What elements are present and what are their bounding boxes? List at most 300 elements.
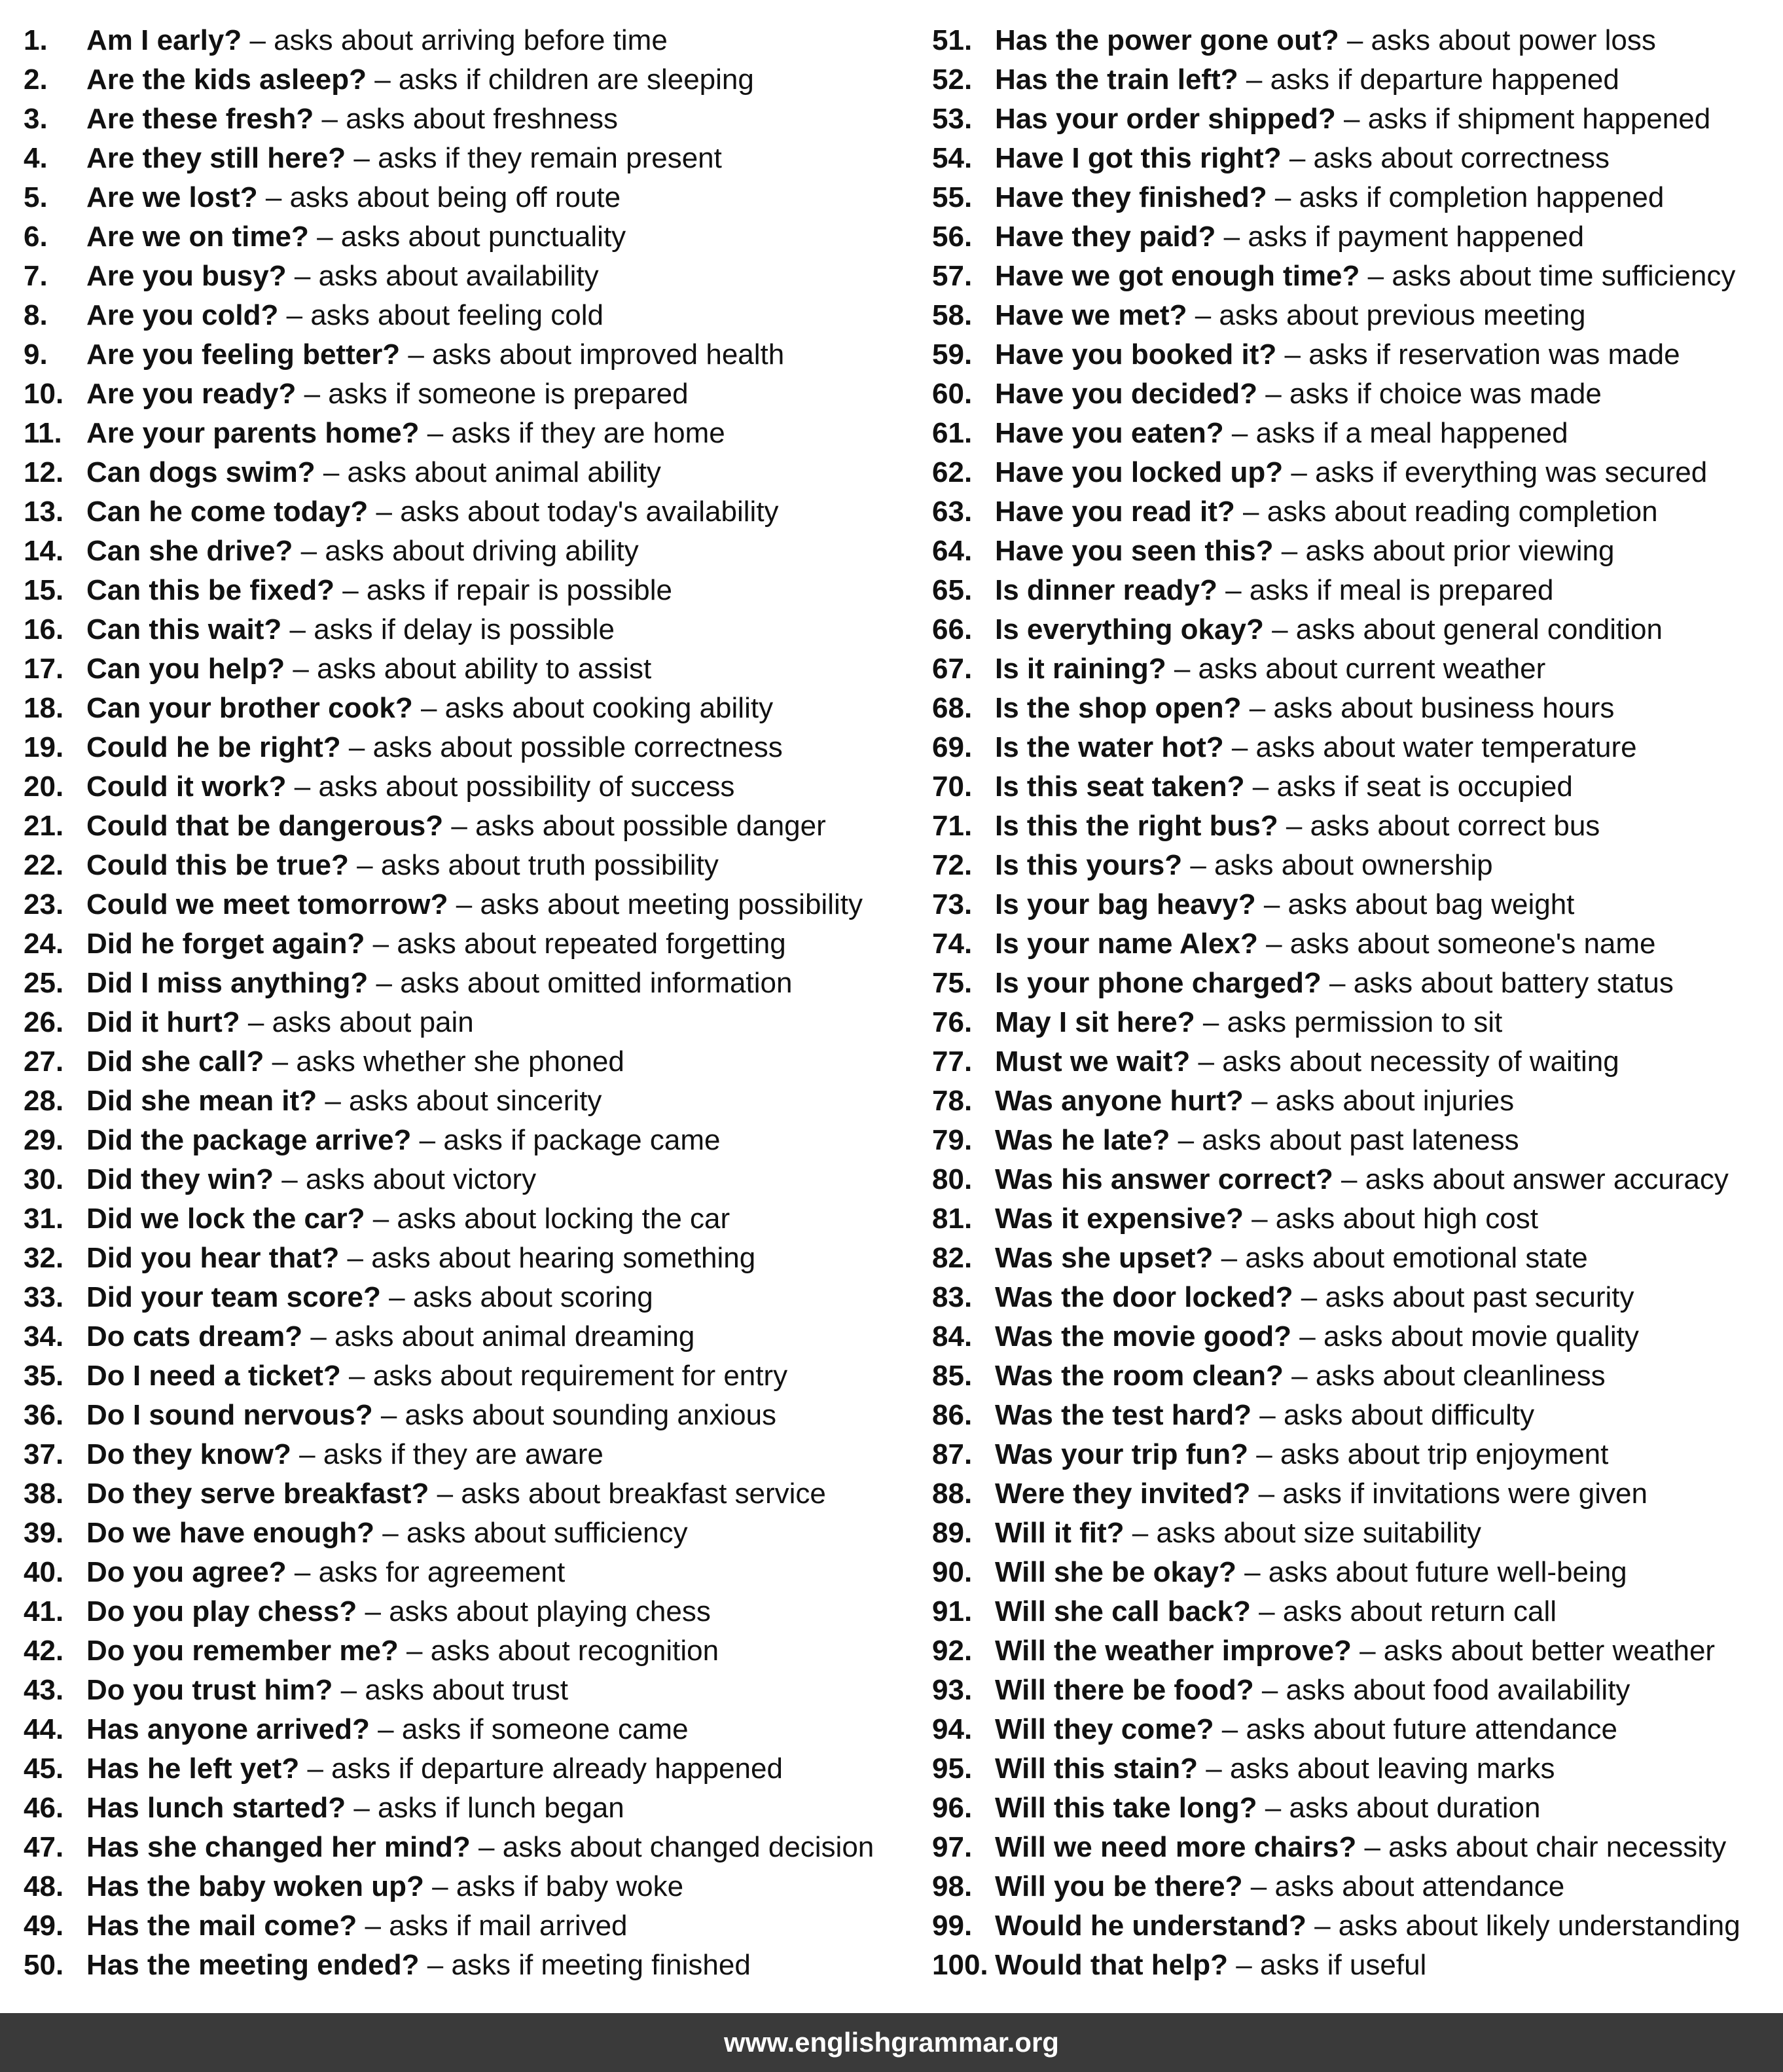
item-number: 80. [932,1163,973,1195]
question-description: asks about previous meeting [1219,299,1586,331]
question-description: asks about punctuality [340,221,626,253]
dash-separator: – [478,1831,495,1863]
list-item [24,414,920,453]
question-text: Can dogs swim? [86,456,315,488]
dash-separator: – [1265,378,1282,410]
list-item [932,296,1776,335]
question-description: asks if everything was secured [1315,456,1708,488]
question-text: Can you help? [86,653,285,685]
list-item [932,1278,1776,1317]
question-description: asks about animal ability [347,456,661,488]
question-text: Was the door locked? [995,1281,1293,1313]
list-item [24,1631,920,1671]
item-number: 74. [932,928,973,960]
question-description: asks if children are sleeping [398,64,754,96]
list-item [932,1435,1776,1474]
item-number: 19. [24,731,64,763]
question-text: Has the meeting ended? [86,1949,420,1981]
dash-separator: – [408,338,424,371]
question-description: asks about current weather [1198,653,1546,685]
footer-bar [0,2013,1783,2072]
dash-separator: – [1272,613,1288,645]
question-text: Is the water hot? [995,731,1224,763]
question-description: asks about duration [1289,1792,1541,1824]
dash-separator: – [432,1870,448,1902]
question-text: Is your bag heavy? [995,888,1256,920]
question-description: asks about answer accuracy [1365,1163,1729,1195]
dash-separator: – [1243,496,1259,528]
item-number: 39. [24,1517,64,1549]
question-text: Will this stain? [995,1753,1198,1785]
dash-separator: – [1281,535,1298,567]
list-item [24,1474,920,1514]
question-description: asks about movie quality [1324,1320,1639,1353]
question-text: Would he understand? [995,1910,1306,1942]
list-item [932,1199,1776,1239]
question-text: Is your phone charged? [995,967,1322,999]
question-description: asks if departure already happened [331,1753,783,1785]
question-text: Did she mean it? [86,1085,317,1117]
question-text: Has the baby woken up? [86,1870,424,1902]
item-number: 6. [24,221,48,253]
list-item [932,689,1776,728]
dash-separator: – [1263,888,1280,920]
question-text: Could we meet tomorrow? [86,888,448,920]
list-item [932,1356,1776,1396]
item-number: 31. [24,1203,64,1235]
dash-separator: – [1291,456,1307,488]
dash-separator: – [340,1674,357,1706]
question-list-left-column [24,21,920,1985]
dash-separator: – [321,103,338,135]
question-description: asks about omitted information [400,967,793,999]
list-item [24,1278,920,1317]
question-text: Have you seen this? [995,535,1274,567]
item-number: 36. [24,1399,64,1431]
question-text: Are your parents home? [86,417,420,449]
question-text: Did your team score? [86,1281,381,1313]
question-text: Do you trust him? [86,1674,333,1706]
item-number: 26. [24,1006,64,1038]
question-description: asks about sincerity [349,1085,602,1117]
list-item [24,1867,920,1906]
question-text: Is dinner ready? [995,574,1217,606]
dash-separator: – [374,64,391,96]
question-description: asks if package came [443,1124,721,1156]
question-text: Do you remember me? [86,1635,399,1667]
list-item [932,492,1776,532]
question-description: asks about truth possibility [380,849,719,881]
item-number: 82. [932,1242,973,1274]
question-description: asks about prior viewing [1305,535,1615,567]
dash-separator: – [294,260,311,292]
list-item [24,1317,920,1356]
question-description: asks about availability [318,260,599,292]
item-number: 79. [932,1124,973,1156]
item-number: 8. [24,299,48,331]
item-number: 85. [932,1360,973,1392]
question-description: asks if reservation was made [1308,338,1680,371]
item-number: 51. [932,24,973,56]
list-item [932,374,1776,414]
question-text: Have they finished? [995,181,1267,213]
item-number: 61. [932,417,973,449]
list-item [24,60,920,100]
item-number: 98. [932,1870,973,1902]
list-item [24,217,920,257]
item-number: 95. [932,1753,973,1785]
list-item [24,1710,920,1749]
item-number: 11. [24,417,62,449]
question-description: asks about changed decision [502,1831,874,1863]
dash-separator: – [1344,103,1360,135]
question-text: Will there be food? [995,1674,1254,1706]
dash-separator: – [323,456,340,488]
dash-separator: – [325,1085,341,1117]
question-description: asks about repeated forgetting [397,928,786,960]
question-description: asks about sounding anxious [405,1399,777,1431]
list-item [24,374,920,414]
dash-separator: – [365,1910,381,1942]
item-number: 77. [932,1045,973,1078]
list-item [24,100,920,139]
list-item [932,1081,1776,1121]
dash-separator: – [1246,64,1263,96]
list-item [24,296,920,335]
dash-separator: – [317,221,333,253]
question-text: Was anyone hurt? [995,1085,1244,1117]
question-text: Will the weather improve? [995,1635,1352,1667]
list-item [24,335,920,374]
item-number: 15. [24,574,64,606]
question-text: Has lunch started? [86,1792,346,1824]
question-text: Was his answer correct? [995,1163,1333,1195]
question-text: Do you agree? [86,1556,287,1588]
dash-separator: – [299,1438,315,1470]
question-text: Have you eaten? [995,417,1224,449]
question-text: Is the shop open? [995,692,1242,724]
dash-separator: – [357,849,373,881]
list-item [932,964,1776,1003]
question-text: Are we lost? [86,181,258,213]
item-number: 48. [24,1870,64,1902]
question-description: asks about past lateness [1202,1124,1519,1156]
question-description: asks if a meal happened [1255,417,1568,449]
question-text: Did you hear that? [86,1242,340,1274]
question-description: asks about improved health [432,338,785,371]
list-item [24,257,920,296]
item-number: 35. [24,1360,64,1392]
question-description: asks about hearing something [371,1242,756,1274]
question-description: asks about battery status [1353,967,1674,999]
item-number: 72. [932,849,973,881]
question-text: May I sit here? [995,1006,1195,1038]
list-item [24,571,920,610]
question-description: asks if meal is prepared [1249,574,1554,606]
dash-separator: – [349,1360,365,1392]
list-item [24,1906,920,1946]
item-number: 45. [24,1753,64,1785]
list-item [24,1828,920,1867]
list-item [24,1671,920,1710]
dash-separator: – [1274,181,1291,213]
list-item [932,728,1776,767]
question-description: asks about being off route [289,181,621,213]
item-number: 78. [932,1085,973,1117]
question-text: Is everything okay? [995,613,1264,645]
item-number: 20. [24,771,64,803]
question-text: Could it work? [86,771,287,803]
dash-separator: – [294,771,311,803]
question-description: asks about future attendance [1246,1713,1618,1745]
question-description: asks if they are home [451,417,725,449]
question-text: Can this wait? [86,613,282,645]
dash-separator: – [372,928,389,960]
question-description: asks about sufficiency [406,1517,688,1549]
question-text: Did the package arrive? [86,1124,412,1156]
question-description: asks about return call [1282,1595,1557,1627]
list-item [24,728,920,767]
question-description: asks if they are aware [323,1438,603,1470]
list-item [932,414,1776,453]
question-text: Am I early? [86,24,242,56]
question-text: Have they paid? [995,221,1216,253]
question-list-right-column [932,21,1776,1985]
dash-separator: – [1367,260,1384,292]
item-number: 5. [24,181,48,213]
list-item [932,767,1776,807]
dash-separator: – [451,810,467,842]
question-description: asks about past security [1325,1281,1634,1313]
question-description: asks if someone is prepared [328,378,689,410]
item-number: 33. [24,1281,64,1313]
item-number: 73. [932,888,973,920]
list-item [932,257,1776,296]
item-number: 69. [932,731,973,763]
dash-separator: – [1265,1792,1282,1824]
item-number: 65. [932,574,973,606]
dash-separator: – [1252,1203,1268,1235]
dash-separator: – [1329,967,1346,999]
dash-separator: – [1252,771,1269,803]
question-text: Was your trip fun? [995,1438,1249,1470]
question-text: Do I need a ticket? [86,1360,341,1392]
item-number: 44. [24,1713,64,1745]
item-number: 32. [24,1242,64,1274]
item-number: 17. [24,653,64,685]
question-text: Has the mail come? [86,1910,357,1942]
question-description: asks about emotional state [1245,1242,1588,1274]
list-item [932,532,1776,571]
question-text: Will you be there? [995,1870,1243,1902]
question-description: asks if mail arrived [389,1910,628,1942]
dash-separator: – [419,1124,436,1156]
list-item [932,1906,1776,1946]
dash-separator: – [1221,1242,1238,1274]
item-number: 28. [24,1085,64,1117]
question-description: asks if departure happened [1270,64,1619,96]
item-number: 50. [24,1949,64,1981]
dash-separator: – [1284,338,1301,371]
dash-separator: – [1198,1045,1214,1078]
question-description: asks about animal dreaming [334,1320,695,1353]
list-item [932,1671,1776,1710]
question-text: Have I got this right? [995,142,1282,174]
question-text: Could he be right? [86,731,341,763]
dash-separator: – [378,1713,394,1745]
dash-separator: – [376,967,392,999]
dash-separator: – [307,1753,323,1785]
question-text: Have we met? [995,299,1187,331]
footer-url[interactable]: www.englishgrammar.org [724,2027,1059,2058]
list-item [24,453,920,492]
question-text: Are they still here? [86,142,346,174]
dash-separator: – [1202,1006,1219,1038]
list-item [24,1514,920,1553]
item-number: 49. [24,1910,64,1942]
question-text: Will this take long? [995,1792,1257,1824]
dash-separator: – [1299,1320,1316,1353]
list-item [932,1042,1776,1081]
list-item [24,1553,920,1592]
question-text: Is your name Alex? [995,928,1258,960]
question-description: asks about possible danger [475,810,826,842]
list-item [24,1239,920,1278]
list-item [24,1160,920,1199]
list-item [932,924,1776,964]
question-description: asks about chair necessity [1388,1831,1727,1863]
question-description: asks about business hours [1273,692,1615,724]
item-number: 96. [932,1792,973,1824]
item-number: 9. [24,338,48,371]
list-item [24,885,920,924]
list-item [24,532,920,571]
dash-separator: – [281,1163,298,1195]
list-item [932,1828,1776,1867]
question-text: Could that be dangerous? [86,810,444,842]
list-item [24,178,920,217]
question-description: asks about necessity of waiting [1222,1045,1619,1078]
question-description: asks for agreement [318,1556,566,1588]
item-number: 41. [24,1595,64,1627]
list-item [932,1553,1776,1592]
dash-separator: – [1174,653,1191,685]
question-description: asks about correct bus [1310,810,1600,842]
item-number: 42. [24,1635,64,1667]
dash-separator: – [1195,299,1212,331]
question-description: asks about bag weight [1288,888,1575,920]
item-number: 30. [24,1163,64,1195]
question-text: Would that help? [995,1949,1229,1981]
question-text: Will it fit? [995,1517,1125,1549]
list-item [932,807,1776,846]
question-description: asks about requirement for entry [372,1360,788,1392]
dash-separator: – [1221,1713,1238,1745]
question-text: Did he forget again? [86,928,365,960]
question-description: asks about breakfast service [461,1478,826,1510]
dash-separator: – [1251,1085,1268,1117]
item-number: 64. [932,535,973,567]
item-number: 99. [932,1910,973,1942]
list-item [932,453,1776,492]
question-text: Do they know? [86,1438,291,1470]
list-item [24,807,920,846]
item-number: 47. [24,1831,64,1863]
item-number: 67. [932,653,973,685]
list-item [932,1121,1776,1160]
dash-separator: – [389,1281,405,1313]
list-item [24,1121,920,1160]
question-description: asks if someone came [401,1713,689,1745]
list-item [24,767,920,807]
question-text: Has the train left? [995,64,1238,96]
item-number: 81. [932,1203,973,1235]
item-number: 3. [24,103,48,135]
item-number: 54. [932,142,973,174]
question-description: asks about ownership [1214,849,1493,881]
question-description: asks about locking the car [397,1203,730,1235]
list-item [24,846,920,885]
question-text: Was the test hard? [995,1399,1252,1431]
question-text: Will she call back? [995,1595,1251,1627]
question-text: Can your brother cook? [86,692,413,724]
list-item [932,1946,1776,1985]
dash-separator: – [1259,1399,1276,1431]
list-item [24,21,920,60]
list-item [932,100,1776,139]
item-number: 43. [24,1674,64,1706]
item-number: 18. [24,692,64,724]
item-number: 83. [932,1281,973,1313]
dash-separator: – [365,1595,381,1627]
list-item [24,924,920,964]
item-number: 66. [932,613,973,645]
question-text: Do I sound nervous? [86,1399,373,1431]
question-text: Do you play chess? [86,1595,357,1627]
question-text: Was he late? [995,1124,1170,1156]
item-number: 22. [24,849,64,881]
dash-separator: – [310,1320,327,1353]
item-number: 25. [24,967,64,999]
dash-separator: – [249,24,266,56]
item-number: 68. [932,692,973,724]
item-number: 76. [932,1006,973,1038]
question-text: Have you locked up? [995,456,1284,488]
item-number: 75. [932,967,973,999]
dash-separator: – [1360,1635,1376,1667]
question-description: asks about food availability [1286,1674,1630,1706]
list-item [932,1631,1776,1671]
question-text: Has anyone arrived? [86,1713,370,1745]
question-description: asks about general condition [1295,613,1663,645]
question-text: Is this seat taken? [995,771,1245,803]
question-text: Do cats dream? [86,1320,303,1353]
dash-separator: – [1178,1124,1195,1156]
dash-separator: – [437,1478,454,1510]
question-text: Was the room clean? [995,1360,1284,1392]
question-description: asks about arriving before time [274,24,668,56]
question-description: asks about correctness [1313,142,1610,174]
dash-separator: – [342,574,359,606]
item-number: 52. [932,64,973,96]
dash-separator: – [1225,574,1242,606]
dash-separator: – [406,1635,423,1667]
dash-separator: – [1289,142,1306,174]
dash-separator: – [1231,731,1248,763]
question-text: Have you booked it? [995,338,1277,371]
question-description: asks if delay is possible [314,613,615,645]
item-number: 21. [24,810,64,842]
